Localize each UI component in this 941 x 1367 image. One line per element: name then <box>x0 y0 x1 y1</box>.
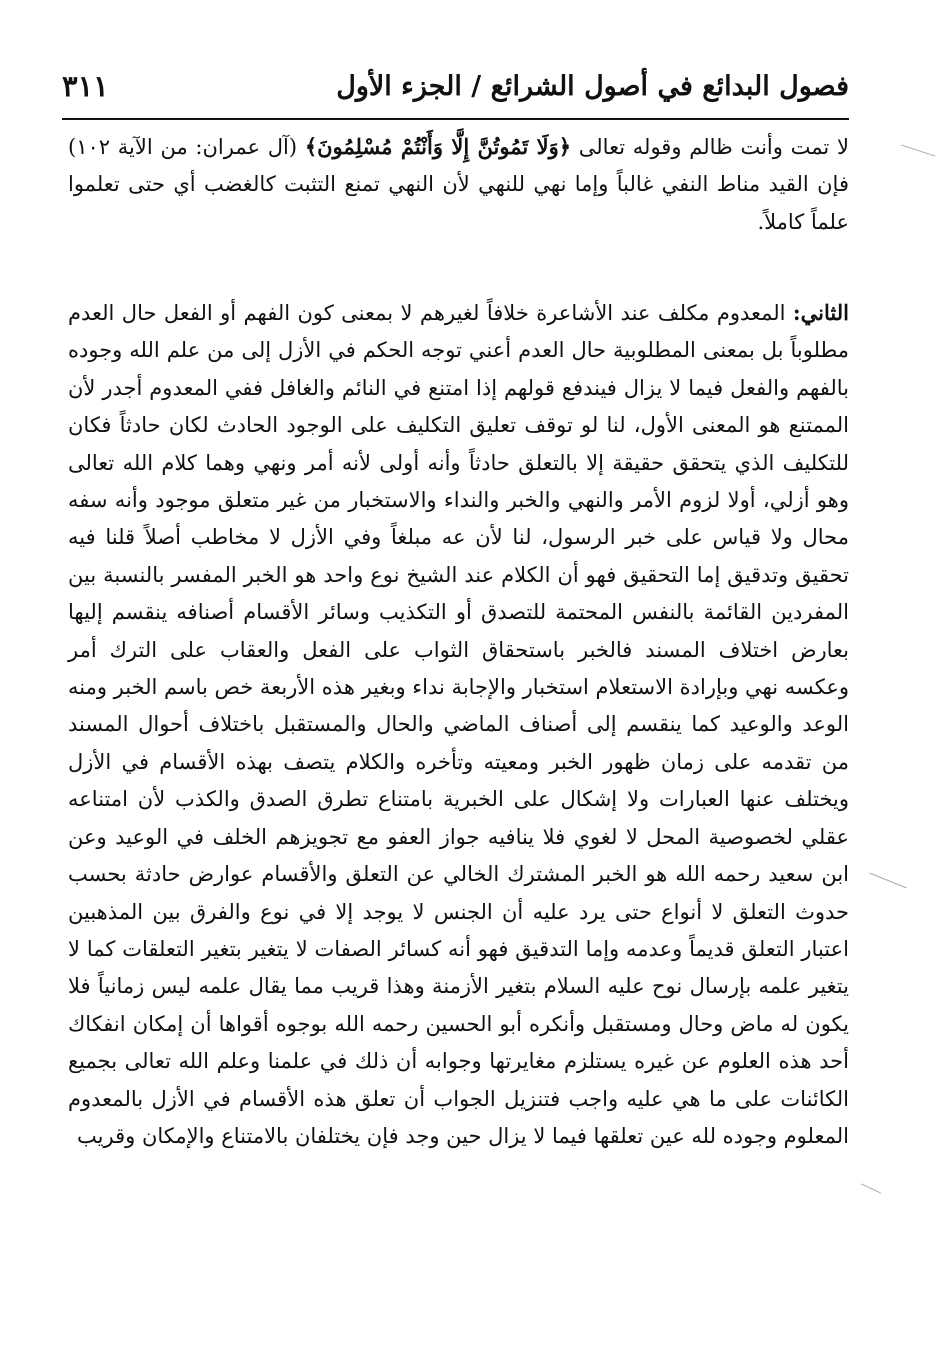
page-header <box>62 58 849 114</box>
quran-verse: ﴿وَلَا تَمُوتُنَّ إِلَّا وَأَنْتُمْ مُسْلِمُونَ﴾ <box>304 134 572 159</box>
page-number: ٣١١ <box>62 69 109 103</box>
scan-artifact-line <box>869 873 906 889</box>
paragraph-text: المعدوم مكلف عند الأشاعرة خلافاً لغيرهم لا بمعنى كون الفهم أو الفعل حال العدم مطلوباً بل بمعنى المطلوبية حال العدم أعني توجه الحكم في الأزل إلى من علم الله وجوده بالفهم والفعل فيما لا يزال فيندفع قولهم إذا امتنع في النائم والغافل ففي المعدوم أجدر لأن الممتنع هو المعنى الأول، لنا لو توقف تعليق التكليف على الوجود الحادث لكان حادثاً فكان للتكليف الذي يتحقق حقيقة إلا بالتعلق حادثاً وأنه أولى لأنه أمر ونهي وهما كلام الله تعالى وهو أزلي، أولا لزوم الأمر والنهي والخبر والنداء والاستخبار من غير متعلق موجود وأنه سفه محال ولا قياس على خبر الرسول، لنا لأن عه مبلغاً وفي الأزل لا مخاطب أصلاً قلنا فيه تحقيق وتدقيق إما التحقيق فهو أن الكلام عند الشيخ نوع واحد هو الخبر المفسر بالنسبة بين المفردين القائمة بالنفس المحتمة للتصدق أو التكذيب وسائر الأقسام أصنافه ينقسم إليها بعارض اختلاف المسند فالخبر باستحقاق الثواب على الفعل والعقاب على الترك أمر وعكسه نهي وبإرادة الاستعلام استخبار والإجابة نداء وبغير هذه الأربعة خص باسم الخبر ومنه الوعد والوعيد كما ينقسم إلى أصناف الماضي والحال والمستقبل باختلاف أحوال المسند من تقدمه على زمان ظهور الخبر ومعيته وتأخره والكلام يتصف بهذه الأقسام في الأزل ويختلف عنها العبارات ولا إشكال على الخبرية بامتناع تطرق الصدق والكذب لأن امتناعه عقلي لخصوصية المحل لا لغوي فلا ينافيه جواز العفو مع تجويزهم الخلف في الوعيد وعن ابن سعيد رحمه الله هو الخبر المشترك الخالي عن التعلق والأقسام عوارض حادثة بحسب حدوث التعلق لا أنواع حتى يرد عليه أن الجنس لا يوجد إلا في نوع والفرق بين المذهبين اعتبار التعلق قديماً وعدمه وإما التدقيق فهو أنه كسائر الصفات لا يتغير بتغير التعلقات كما لا يتغير علمه بإرسال نوح عليه السلام بتغير الأزمنة وهذا قريب مما يقال علمه ليس زمانياً فلا يكون له ماض وحال ومستقبل وأنكره أبو الحسين رحمه الله بوجوه أقواها أن إمكان انفكاك أحد هذه العلوم عن غيره يستلزم مغايرتها وجوابه أن ذلك في علمنا وعلم الله تعالى بجميع الكائنات على ما هي عليه واجب فتنزيل الجواب أن تعلق هذه الأقسام في الأزل بالمعدوم المعلوم وجوده لله عين تعلقها فيما لا يزال حين وجد فإن يختلفان بالامتناع والإمكان وقريب <box>68 301 849 1148</box>
section-lead: الثاني: <box>792 300 849 325</box>
header-rule <box>62 118 849 120</box>
paragraph-continuation <box>68 128 849 241</box>
running-title: فصول البدائع في أصول الشرائع / الجزء الأول <box>336 70 849 102</box>
scan-artifact-line <box>861 1183 881 1193</box>
text-run: (آل عمران: من الآية ١٠٢) فإن القيد مناط النفي غالباً وإما نهي للنهي لأن النهي تمنع التثبت كالغضب أي حتى تعلموا علماً كاملاً. <box>68 135 849 234</box>
scan-artifact-line <box>901 144 936 156</box>
paragraph <box>68 294 849 1155</box>
paragraph-second-point <box>68 294 849 1155</box>
text-run: لا تمت وأنت ظالم وقوله تعالى <box>571 135 849 159</box>
paragraph <box>68 128 849 241</box>
